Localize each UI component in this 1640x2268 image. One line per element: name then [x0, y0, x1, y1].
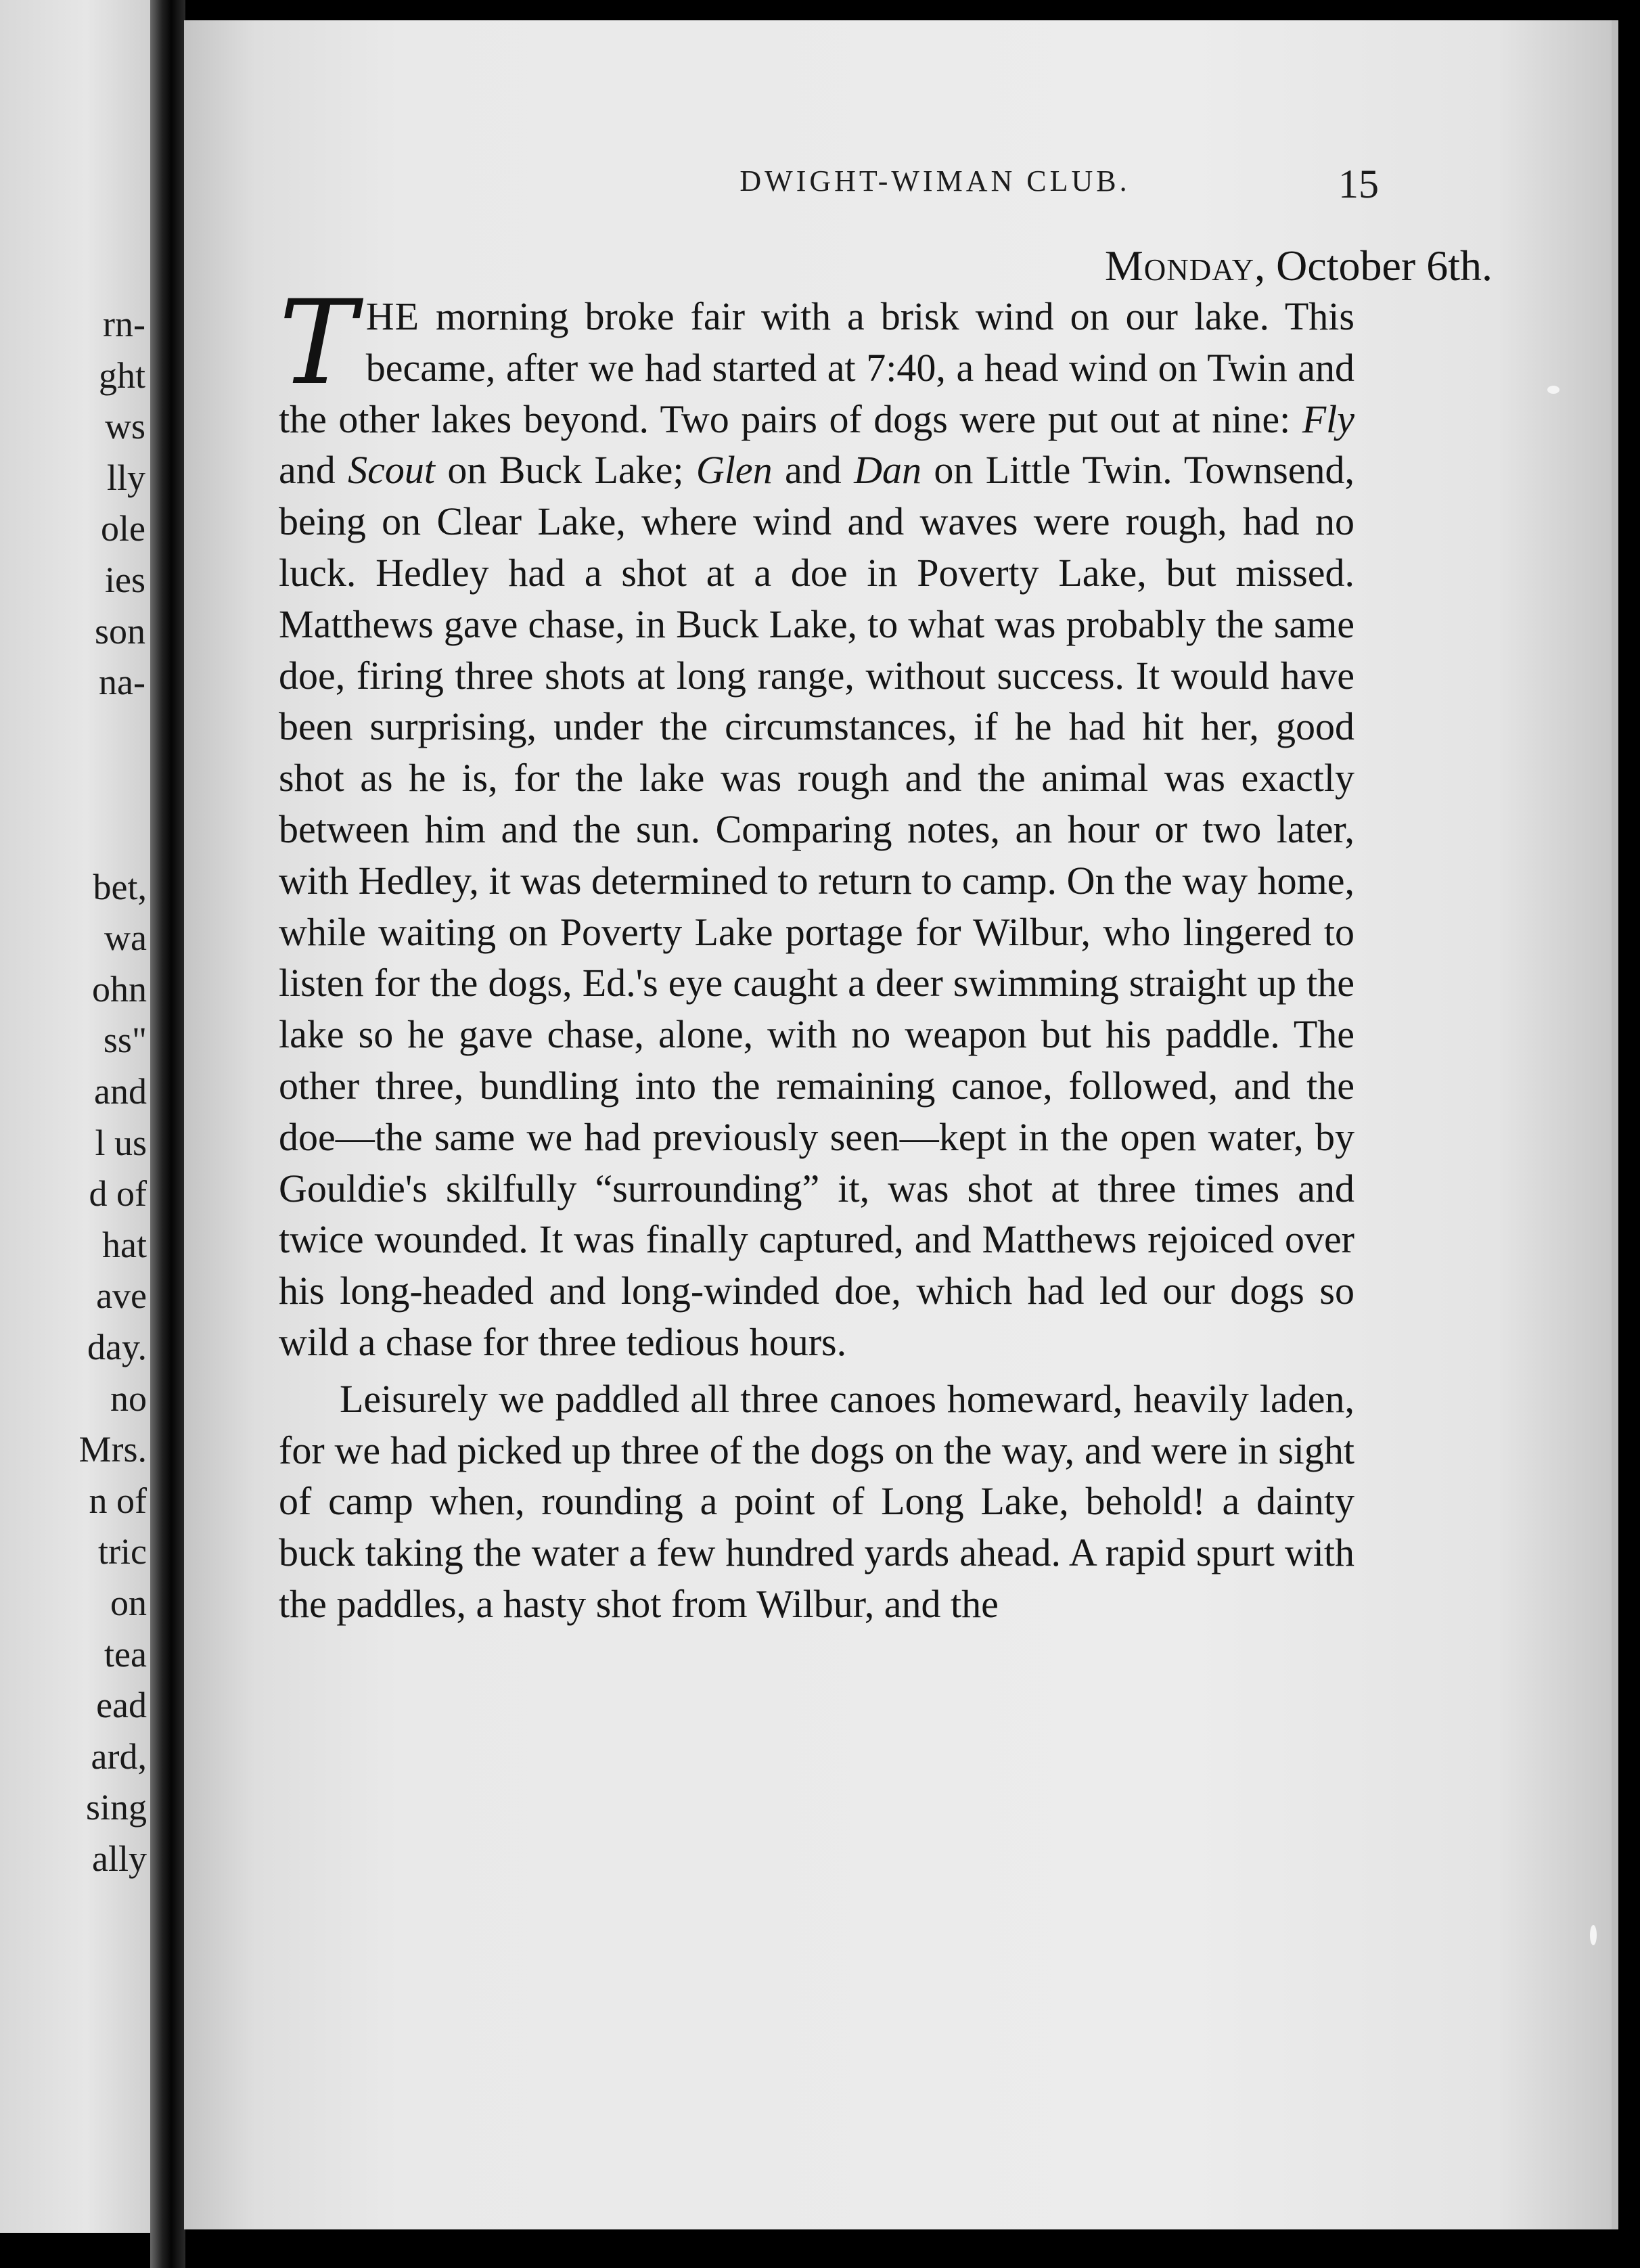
- drop-cap: T: [279, 275, 357, 411]
- paragraph-1-text-e: on Little Twin. Townsend, being on Clear Lake, where wind and waves were rough, had no luck. Hedley had a shot at a doe in Poverty Lake, but missed. Matthews gave chase, in Buck Lake, to what was probably the same doe, firing three shots at long range, without success. It would have been surprising, under the circumstances, if he had hit her, good shot as he is, for the lake was rough and the animal was exactly between him and the sun. Comparing notes, an hour or two later, with Hedley, it was determined to return to camp. On the way home, while waiting on Poverty Lake portage for Wilbur, who lingered to listen for the dogs, Ed.'s eye caught a deer swimming straight up the lake so he gave chase, alone, with no weapon but his paddle. The other three, bundling into the remaining canoe, followed, and the doe—the same we had previously seen—kept in the open water, by Gouldie's skilfully “surrounding” it, was shot at three times and twice wounded. It was finally captured, and Matthews rejoiced over his long-headed and long-winded doe, which had led our dogs so wild a chase for three tedious hours.: [279, 448, 1355, 1364]
- left-page-line-fragment: no: [110, 1378, 147, 1419]
- left-page-line-fragment: ead: [96, 1685, 147, 1726]
- left-page-line-fragment: and: [94, 1071, 147, 1112]
- scan-speck: [1590, 1925, 1597, 1945]
- scan-speck: [1547, 386, 1559, 394]
- dog-name-glen: Glen: [696, 448, 773, 493]
- body-text: [279, 275, 1355, 1630]
- left-page-line-fragment: d of: [89, 1173, 147, 1215]
- page-number: 15: [1338, 162, 1379, 206]
- left-page-line-fragment: ave: [96, 1275, 147, 1317]
- paragraph-1-text-c: on Buck Lake;: [434, 448, 696, 493]
- left-page-line-fragment: son: [94, 610, 145, 652]
- left-page-line-fragment: ard,: [91, 1736, 147, 1777]
- dog-name-scout: Scout: [348, 448, 435, 493]
- dog-name-fly: Fly: [1302, 396, 1354, 441]
- dog-name-dan: Dan: [854, 448, 922, 493]
- running-head: DWIGHT-WIMAN CLUB.: [739, 164, 1131, 198]
- left-page-line-fragment: lly: [106, 457, 145, 498]
- left-page-line-fragment: ohn: [92, 968, 147, 1010]
- left-page-line-fragment: on: [110, 1583, 147, 1623]
- left-page-line-fragment: bet,: [93, 866, 147, 907]
- left-page-line-fragment: na-: [99, 662, 145, 703]
- dateline-date: , October 6th.: [1254, 242, 1493, 290]
- left-page-line-fragment: hat: [102, 1224, 147, 1265]
- left-page-line-fragment: day.: [87, 1327, 147, 1367]
- left-page-line-fragment: ws: [104, 406, 145, 447]
- left-page-line-fragment: sing: [85, 1787, 147, 1828]
- left-page-line-fragment: tea: [104, 1633, 147, 1675]
- left-page-line-fragment: tric: [98, 1531, 147, 1572]
- left-page-line-fragment: wa: [104, 917, 147, 959]
- left-facing-page: [0, 0, 173, 2233]
- first-word-caps: HE: [365, 294, 420, 338]
- book-page: [184, 20, 1618, 2229]
- paragraph-1-text-d: and: [772, 448, 855, 493]
- left-page-line-fragment: l us: [95, 1122, 147, 1163]
- left-page-line-fragment: ght: [98, 355, 145, 396]
- paragraph-2: Leisurely we paddled all three canoes homeward, heavily laden, for we had picked up three of the dogs on the way, and were in sight of camp when, rounding a point of Long Lake, behold! a dainty buck taking the water a few hundred yards ahead. A rapid spurt with the paddles, a hasty shot from Wilbur, and the: [279, 1376, 1354, 1626]
- left-page-line-fragment: ally: [92, 1838, 147, 1879]
- dateline: [874, 241, 1493, 291]
- paragraph-1-text-b: and: [279, 448, 348, 493]
- left-page-line-fragment: ies: [105, 560, 145, 600]
- book-gutter: [150, 0, 185, 2268]
- paragraph-1-text-a: morning broke fair with a brisk wind on our lake. This became, after we had started at 7:40, a head wind on Twin and the other lakes beyond. Two pairs of dogs were put out at nine:: [279, 294, 1354, 441]
- left-page-line-fragment: n of: [89, 1480, 147, 1521]
- left-page-line-fragment: rn-: [103, 304, 145, 344]
- dateline-day: Monday: [1104, 242, 1255, 290]
- left-page-line-fragment: Mrs.: [78, 1429, 147, 1470]
- left-page-line-fragment: ole: [101, 508, 145, 549]
- left-page-line-fragment: ss": [103, 1020, 147, 1061]
- paragraph-1: [279, 275, 1355, 1368]
